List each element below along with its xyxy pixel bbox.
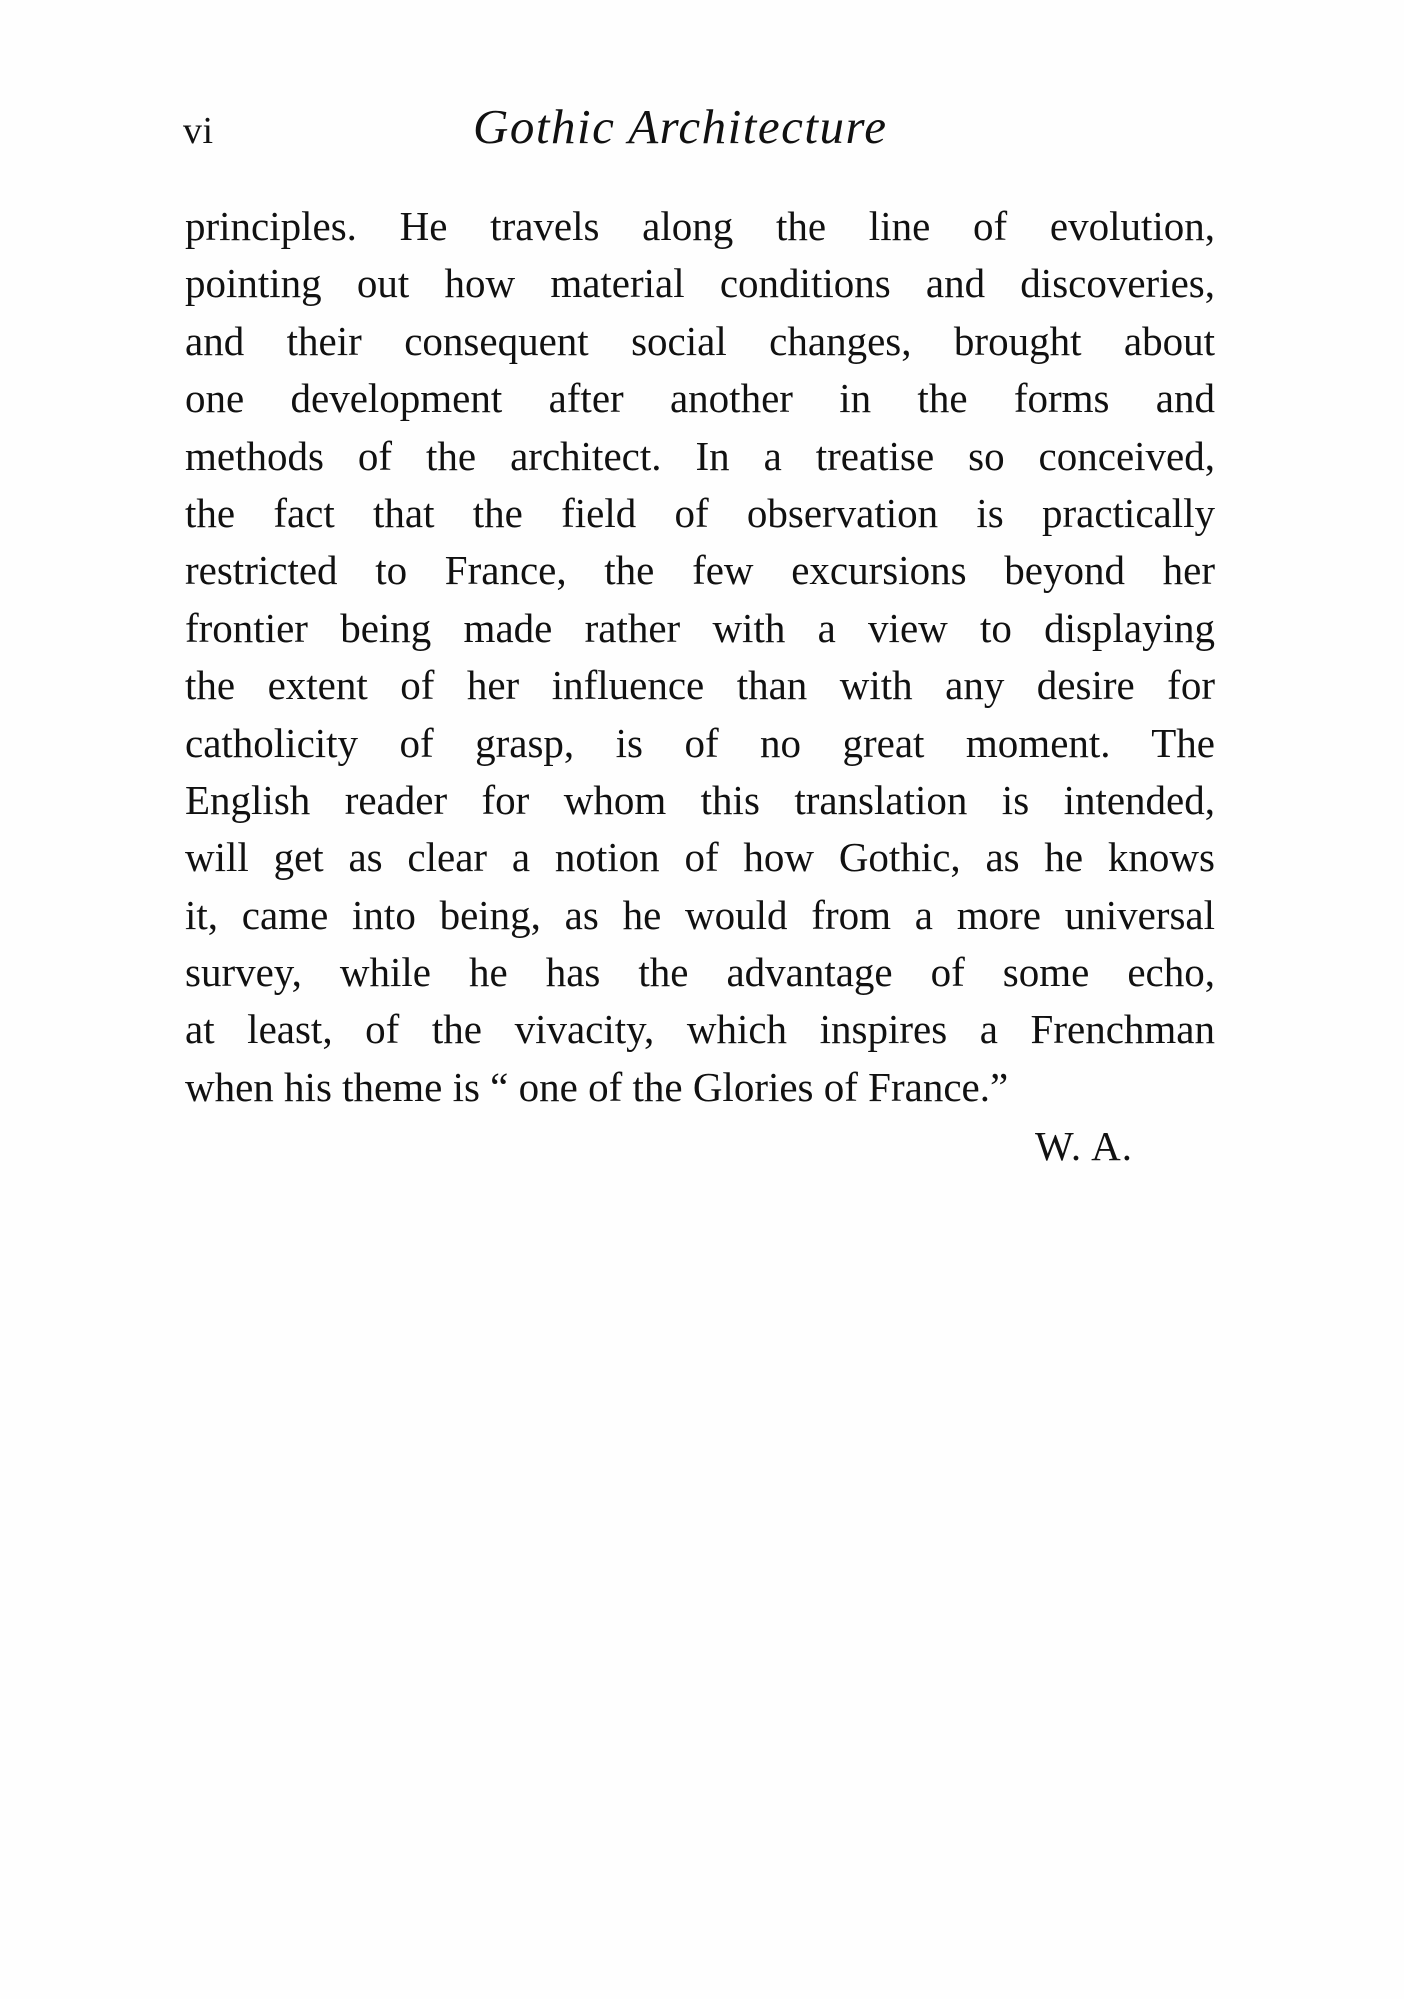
body-paragraph [185, 198, 1215, 1116]
text-line: at least, of the vivacity, which inspires a Frenchman [185, 1006, 1215, 1053]
text-line: one development after another in the forms and [185, 375, 1215, 422]
text-line: survey, while he has the advantage of some echo, [185, 949, 1215, 996]
text-line: and their consequent social changes, brought about [185, 317, 1215, 364]
text-line: methods of the architect. In a treatise so conceived, [185, 432, 1215, 479]
text-line: it, came into being, as he would from a more universal [185, 891, 1215, 938]
text-line: will get as clear a notion of how Gothic, as he knows [185, 834, 1215, 881]
text-line: catholicity of grasp, is of no great moment. The [185, 719, 1215, 766]
text-line: restricted to France, the few excursions beyond her [185, 547, 1215, 594]
text-line: English reader for whom this translation is intended, [185, 776, 1215, 823]
text-line: the extent of her influence than with any desire for [185, 662, 1215, 709]
text-line: pointing out how material conditions and discoveries, [185, 260, 1215, 307]
page-number: vi [183, 110, 214, 152]
text-line: principles. He travels along the line of evolution, [185, 203, 1215, 249]
text-line: frontier being made rather with a view to displaying [185, 604, 1215, 651]
text-line: the fact that the field of observation is practically [185, 489, 1215, 536]
author-signature: W. A. [1035, 1123, 1134, 1169]
running-title: Gothic Architecture [473, 99, 888, 154]
page-header [183, 96, 1213, 166]
text-line: when his theme is “ one of the Glories of France.” [185, 1063, 1009, 1110]
